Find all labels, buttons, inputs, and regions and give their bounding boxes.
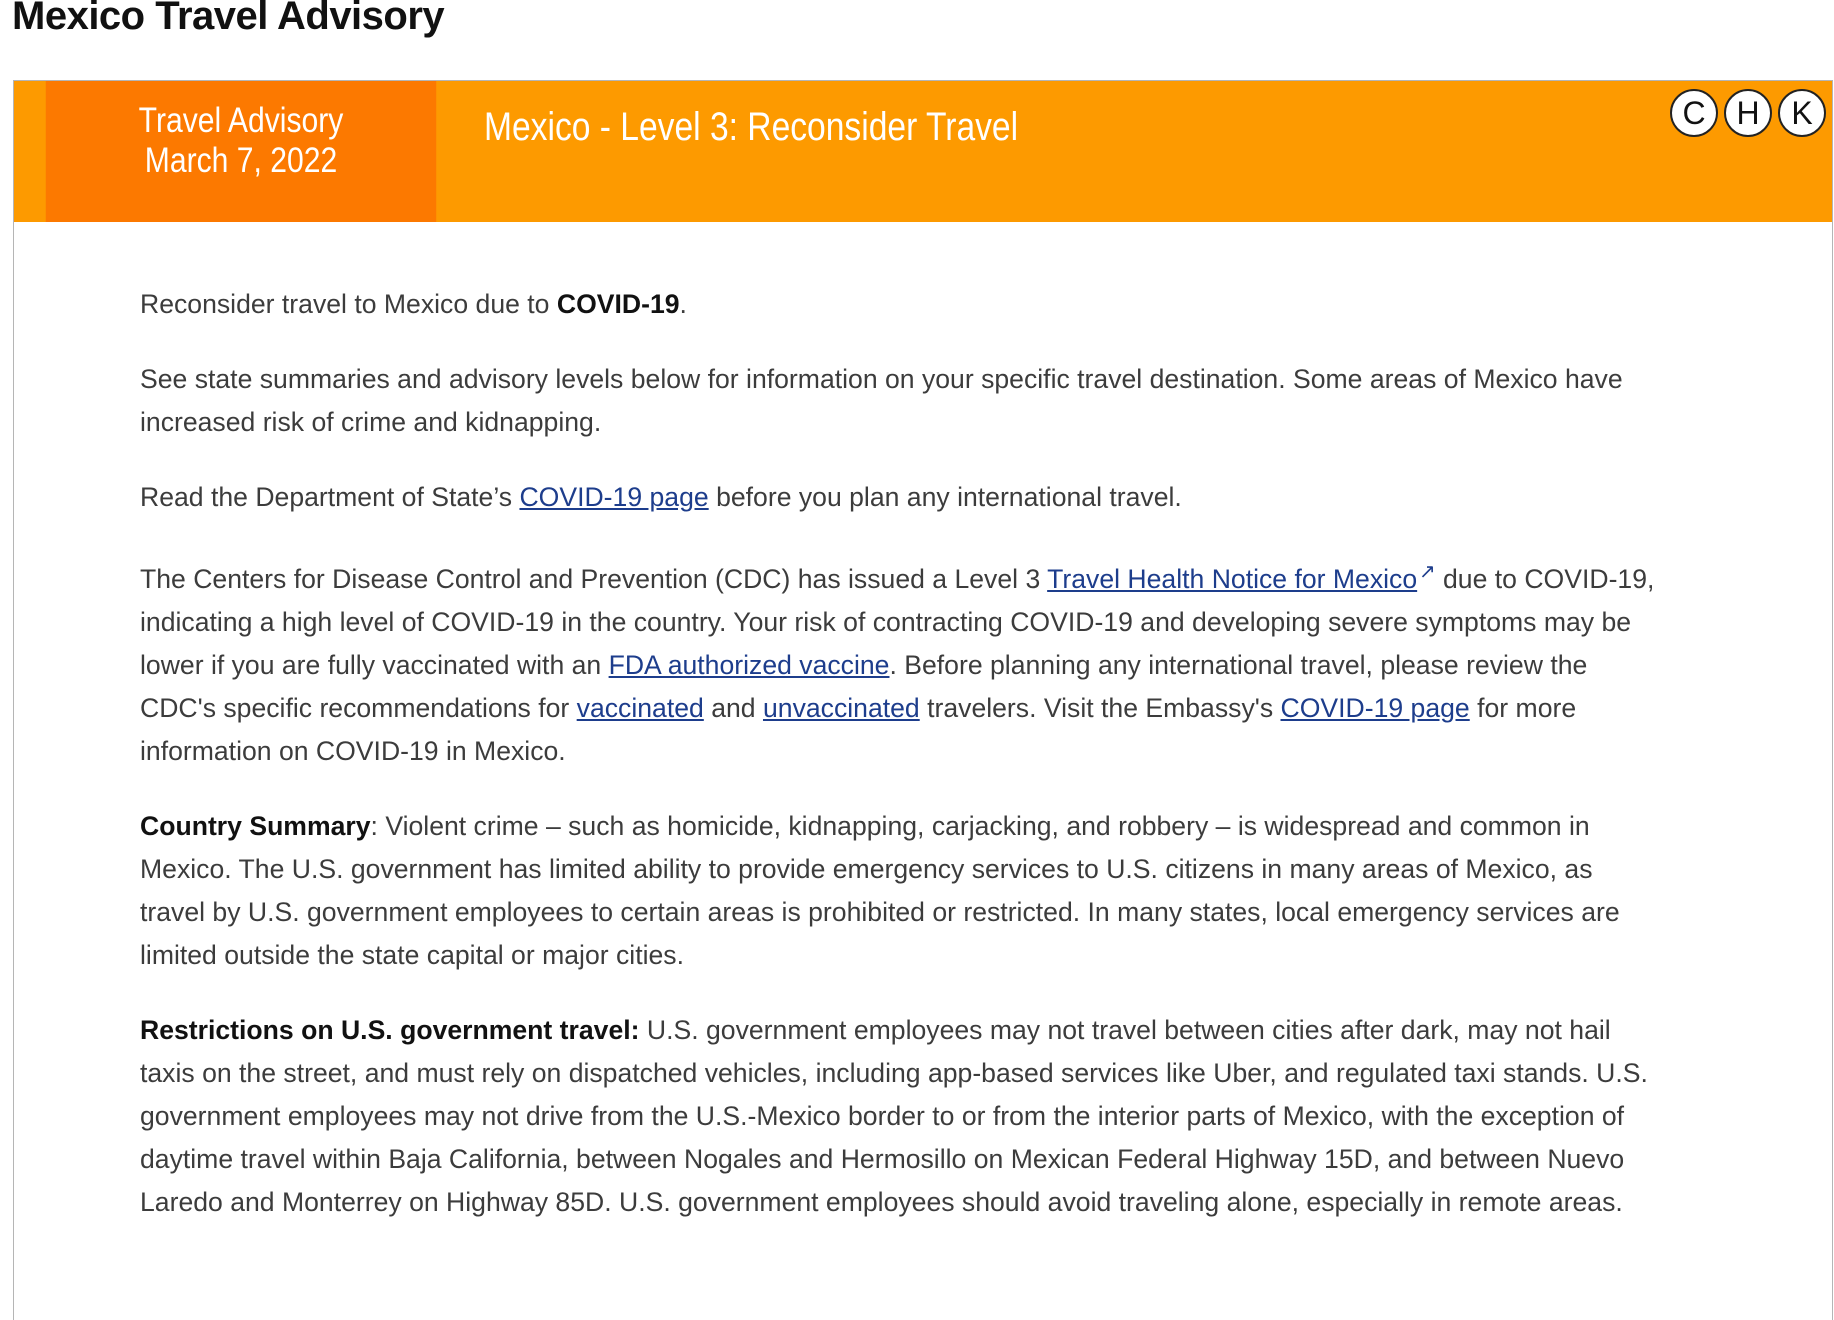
- advisory-level-title: Mexico - Level 3: Reconsider Travel: [484, 105, 1019, 149]
- embassy-covid-page-link[interactable]: COVID-19 page: [1280, 693, 1470, 723]
- health-risk-icon[interactable]: H: [1724, 89, 1772, 137]
- risk-indicator-icons: [1664, 89, 1826, 137]
- page-title: Mexico Travel Advisory: [12, 0, 445, 38]
- covid-risk-icon[interactable]: C: [1670, 89, 1718, 137]
- vaccinated-link[interactable]: vaccinated: [576, 693, 704, 723]
- kidnapping-risk-icon[interactable]: K: [1778, 89, 1826, 137]
- paragraph-reconsider: Reconsider travel to Mexico due to COVID-19.: [140, 289, 687, 319]
- advisory-content: [140, 283, 1680, 1256]
- paragraph-state-dept: Read the Department of State’s COVID-19 page before you plan any international travel.: [140, 482, 1182, 512]
- paragraph-cdc: The Centers for Disease Control and Prevention (CDC) has issued a Level 3 Travel Health Notice for Mexico↗︎ due to COVID-19, indicating a high level of COVID-19 in the country. Your risk of contracting COVID-19 and developing severe symptoms may be lower if you are fully vaccinated with an FDA authorized vaccine. Before planning any international travel, please review the CDC's specific recommendations for vaccinated and unvaccinated travelers. Visit the Embassy's COVID-19 page for more information on COVID-19 in Mexico.: [140, 561, 1655, 766]
- paragraph-country-summary: Country Summary: Violent crime – such as homicide, kidnapping, carjacking, and robbery – is widespread and common in Mexico. The U.S. government has limited ability to provide emergency services to U.S. citizens in many areas of Mexico, as travel by U.S. government employees to certain areas is prohibited or restricted. In many states, local emergency services are limited outside the state capital or major cities.: [140, 811, 1620, 970]
- covid-bold: COVID-19: [556, 289, 680, 319]
- unvaccinated-link[interactable]: unvaccinated: [762, 693, 920, 723]
- advisory-date: March 7, 2022: [144, 141, 338, 180]
- paragraph-state-summaries: See state summaries and advisory levels below for information on your specific travel destination. Some areas of Mexico have increased risk of crime and kidnapping.: [140, 364, 1623, 437]
- state-covid-page-link[interactable]: COVID-19 page: [519, 482, 709, 512]
- advisory-banner: [14, 81, 1832, 222]
- paragraph-gov-travel-restrictions: Restrictions on U.S. government travel: U.S. government employees may not travel between cities after dark, may not hail taxis on the street, and must rely on dispatched vehicles, including app-based services like Uber, and regulated taxi stands. U.S. government employees may not drive from the U.S.-Mexico border to or from the interior parts of Mexico, with the exception of daytime travel within Baja California, between Nogales and Hermosillo on Mexican Federal Highway 15D, and between Nuevo Laredo and Monterrey on Highway 85D. U.S. government employees should avoid traveling alone, especially in remote areas.: [140, 1015, 1648, 1217]
- advisory-date-panel: [46, 81, 436, 222]
- cdc-travel-health-notice-link[interactable]: Travel Health Notice for Mexico: [1047, 564, 1418, 594]
- country-summary-heading: Country Summary: [140, 811, 371, 841]
- gov-travel-restrictions-heading: Restrictions on U.S. government travel:: [140, 1015, 640, 1045]
- external-link-icon: ↗︎: [1419, 561, 1436, 583]
- advisory-label: Travel Advisory: [138, 101, 344, 140]
- fda-vaccine-link[interactable]: FDA authorized vaccine: [608, 650, 890, 680]
